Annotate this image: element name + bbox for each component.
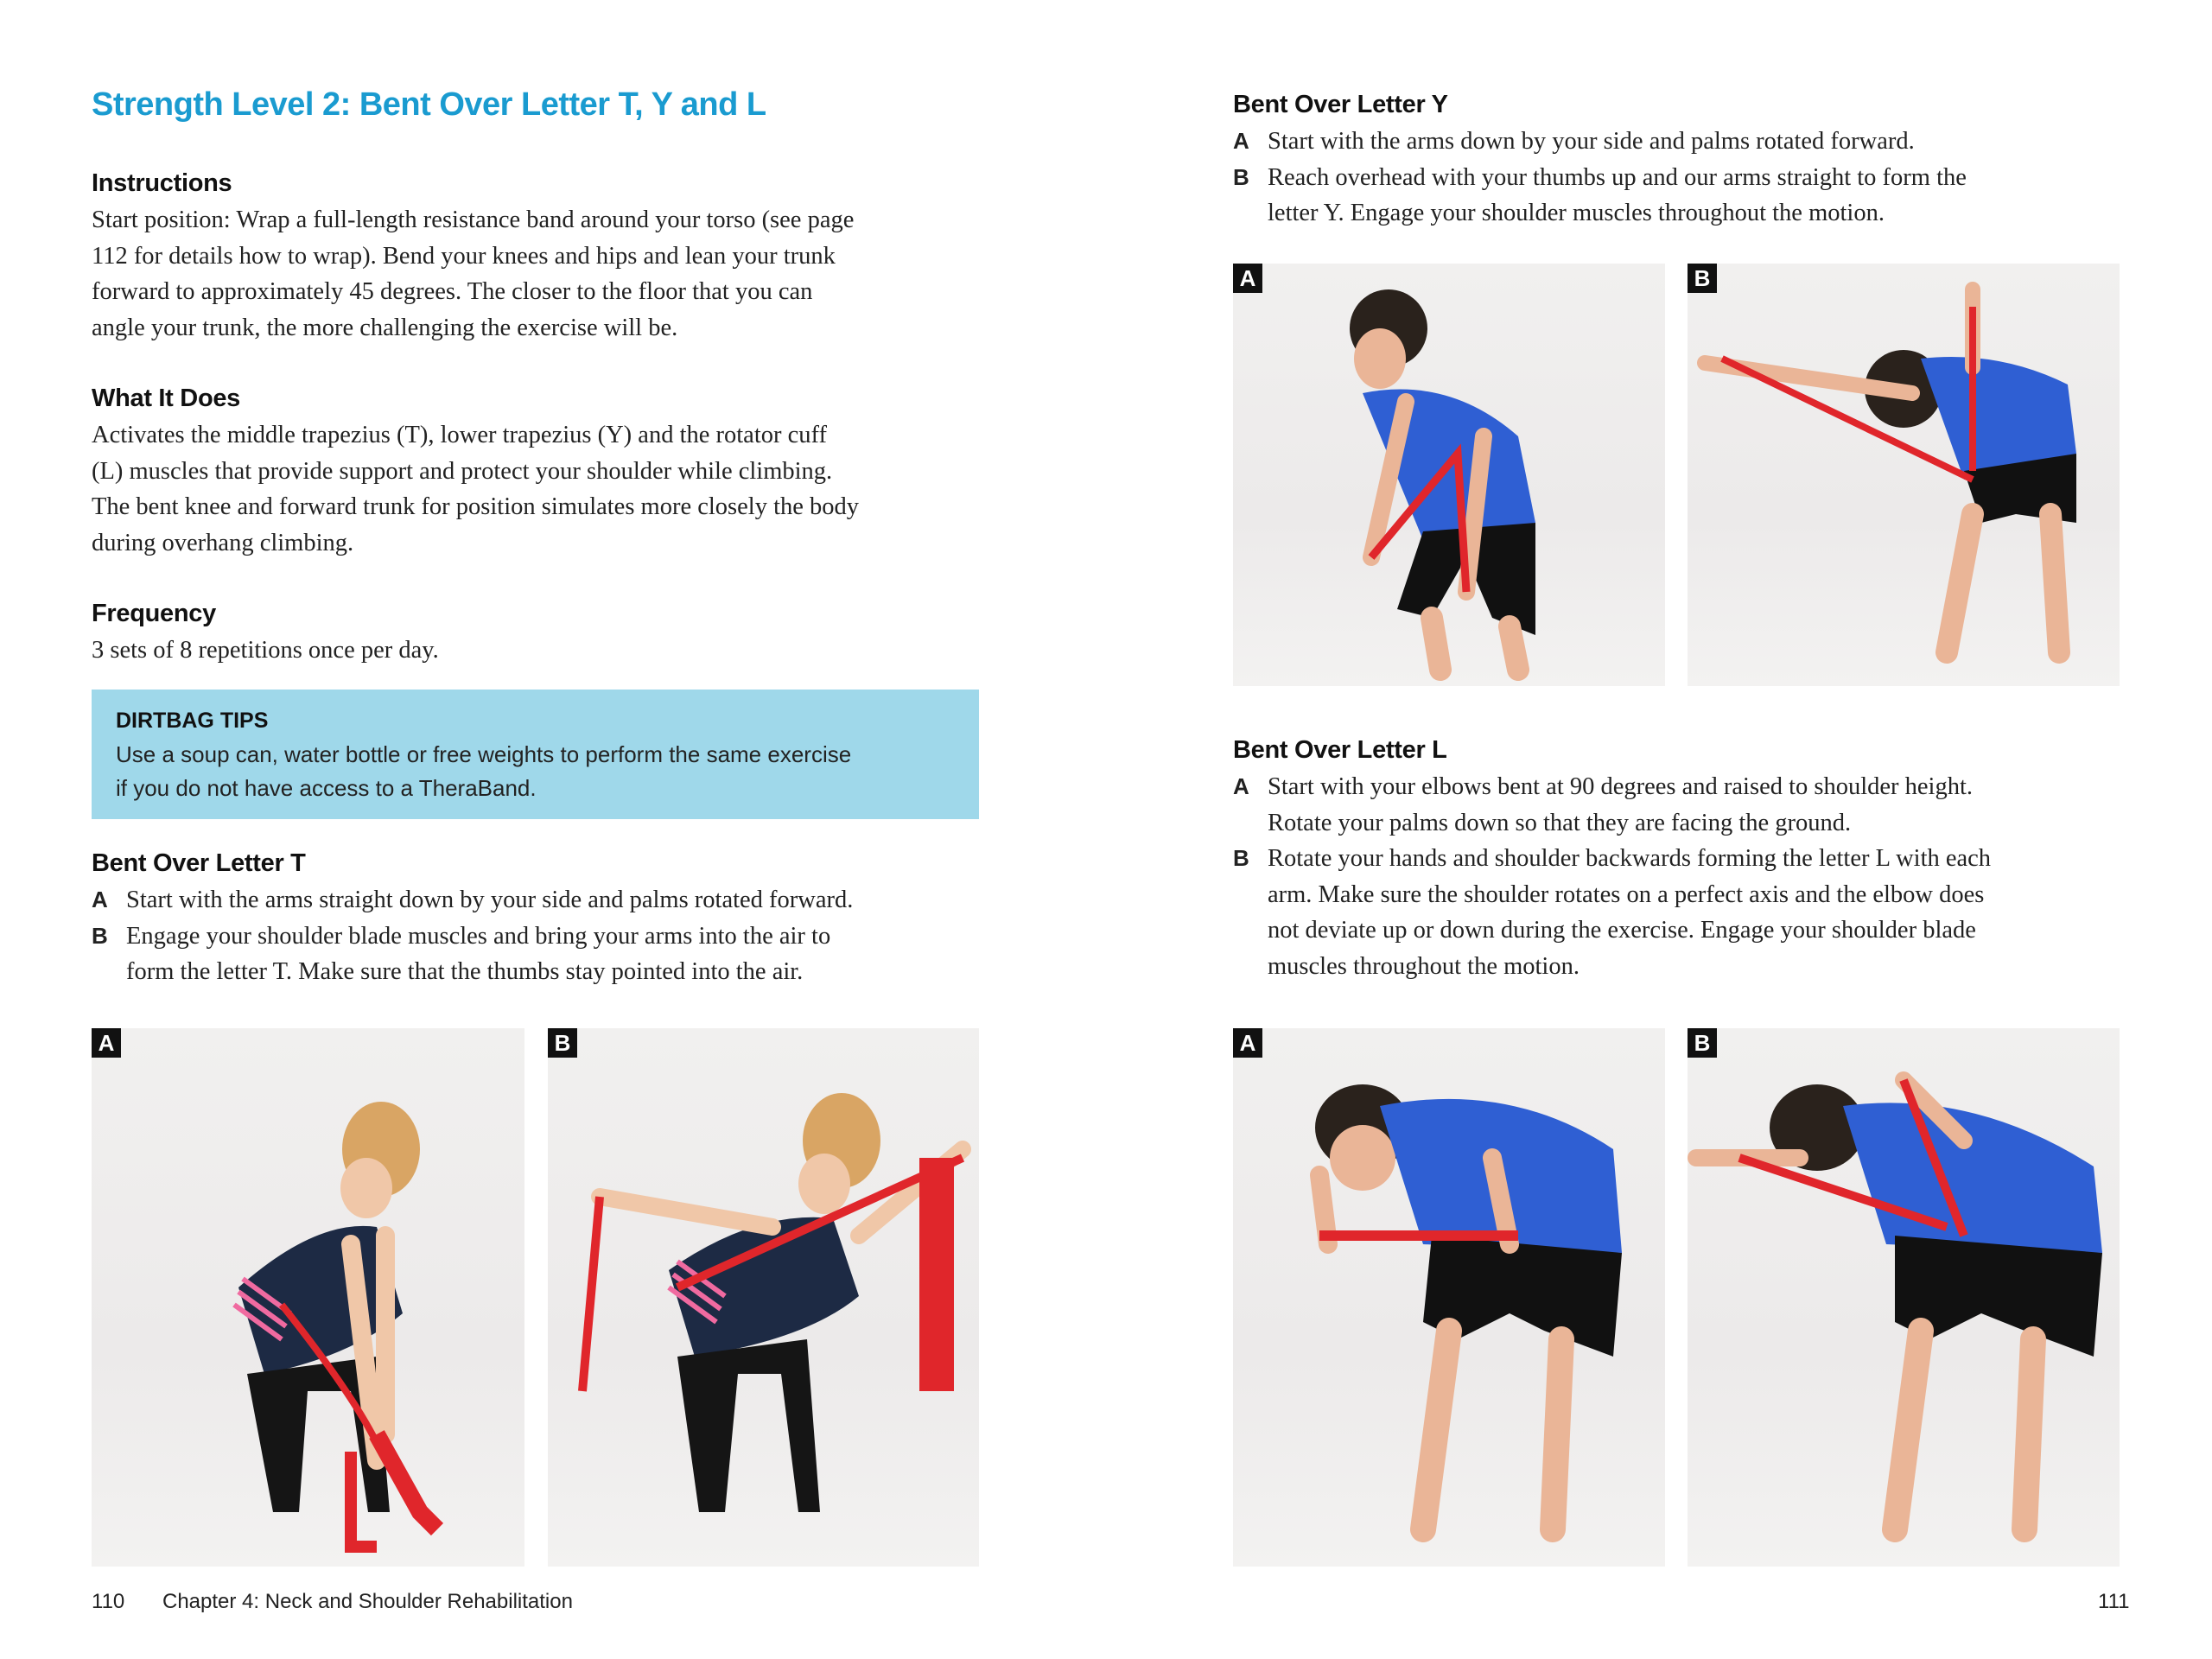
text-line: Use a soup can, water bottle or free weights to perform the same exercise [116, 741, 852, 767]
what-it-does-text [92, 417, 1007, 561]
text-line: letter Y. Engage your shoulder muscles throughout the motion. [1268, 200, 1885, 226]
frequency-heading: Frequency [92, 600, 216, 627]
text-line: Activates the middle trapezius (T), lower trapezius (Y) and the rotator cuff [92, 422, 827, 448]
text-line: Engage your shoulder blade muscles and bring your arms into the air to [126, 922, 831, 950]
letter-t-steps [92, 882, 999, 990]
text-line: muscles throughout the motion. [1268, 952, 1580, 980]
what-it-does-heading: What It Does [92, 385, 241, 412]
letter-l-heading: Bent Over Letter L [1233, 736, 1447, 764]
letter-y-heading: Bent Over Letter Y [1233, 91, 1448, 118]
text-line: Start with the arms down by your side and palms rotated forward. [1268, 128, 1915, 155]
man-exercise-illustration [1688, 264, 2120, 686]
text-line: Reach overhead with your thumbs up and our arms straight to form the [1268, 163, 1967, 191]
instructions-heading: Instructions [92, 169, 232, 197]
step-label: B [1233, 845, 1249, 871]
photo-badge: B [1688, 264, 1717, 293]
photo-letter-l-b [1688, 1028, 2120, 1567]
dirtbag-tips-box [92, 690, 979, 819]
text-line: Rotate your hands and shoulder backwards forming the letter L with each [1268, 845, 1992, 872]
text-line: if you do not have access to a TheraBand. [116, 775, 537, 801]
text-line: forward to approximately 45 degrees. The closer to the floor that you can [92, 278, 813, 305]
letter-t-heading: Bent Over Letter T [92, 849, 306, 877]
step-label: A [1233, 773, 1249, 799]
photo-letter-y-b [1688, 264, 2120, 686]
man-exercise-illustration [1688, 1028, 2120, 1567]
step-b [92, 918, 999, 990]
tips-text [116, 738, 851, 805]
photo-badge: B [1688, 1028, 1717, 1058]
text-line: Rotate your palms down so that they are facing the ground. [1268, 809, 1852, 836]
letter-y-steps [1233, 124, 2140, 232]
photo-letter-t-a [92, 1028, 524, 1567]
woman-exercise-illustration [548, 1028, 979, 1567]
step-label: B [92, 922, 108, 949]
photo-badge: A [1233, 1028, 1262, 1058]
page-number-right: 111 [2098, 1590, 2130, 1613]
step-a [92, 882, 999, 918]
photo-badge: A [92, 1028, 121, 1058]
photo-badge: A [1233, 264, 1262, 293]
page-number-left: 110 [92, 1590, 125, 1613]
text-line: 112 for details how to wrap). Bend your knees and hips and lean your trunk [92, 242, 836, 270]
photo-letter-y-a [1233, 264, 1665, 686]
woman-exercise-illustration [92, 1028, 524, 1567]
text-line: arm. Make sure the shoulder rotates on a perfect axis and the elbow does [1268, 880, 1985, 908]
text-line: Start with the arms straight down by your side and palms rotated forward. [126, 887, 854, 913]
step-b [1233, 160, 2140, 232]
step-label: A [92, 887, 108, 912]
text-line: during overhang climbing. [92, 529, 354, 556]
photo-badge: B [548, 1028, 577, 1058]
text-line: angle your trunk, the more challenging the exercise will be. [92, 314, 678, 341]
step-a [1233, 769, 2166, 841]
text-line: Start with your elbows bent at 90 degrees and raised to shoulder height. [1268, 773, 1974, 800]
frequency-text: 3 sets of 8 repetitions once per day. [92, 637, 439, 664]
step-a [1233, 124, 2140, 160]
text-line: form the letter T. Make sure that the thumbs stay pointed into the air. [126, 958, 804, 985]
letter-l-steps [1233, 769, 2166, 984]
step-label: B [1233, 163, 1249, 190]
man-exercise-illustration [1233, 1028, 1665, 1567]
step-label: A [1233, 128, 1249, 154]
man-exercise-illustration [1233, 264, 1665, 686]
photo-letter-l-a [1233, 1028, 1665, 1567]
photo-letter-t-b [548, 1028, 979, 1567]
step-b [1233, 841, 2166, 984]
text-line: The bent knee and forward trunk for position simulates more closely the body [92, 493, 860, 520]
text-line: not deviate up or down during the exercise. Engage your shoulder blade [1268, 917, 1976, 944]
chapter-title: Chapter 4: Neck and Shoulder Rehabilitation [162, 1590, 573, 1613]
instructions-text [92, 202, 990, 346]
page-title: Strength Level 2: Bent Over Letter T, Y and L [92, 86, 766, 123]
text-line: (L) muscles that provide support and protect your shoulder while climbing. [92, 457, 833, 485]
text-line: Start position: Wrap a full-length resistance band around your torso (see page [92, 207, 855, 233]
tips-title: DIRTBAG TIPS [116, 709, 269, 733]
